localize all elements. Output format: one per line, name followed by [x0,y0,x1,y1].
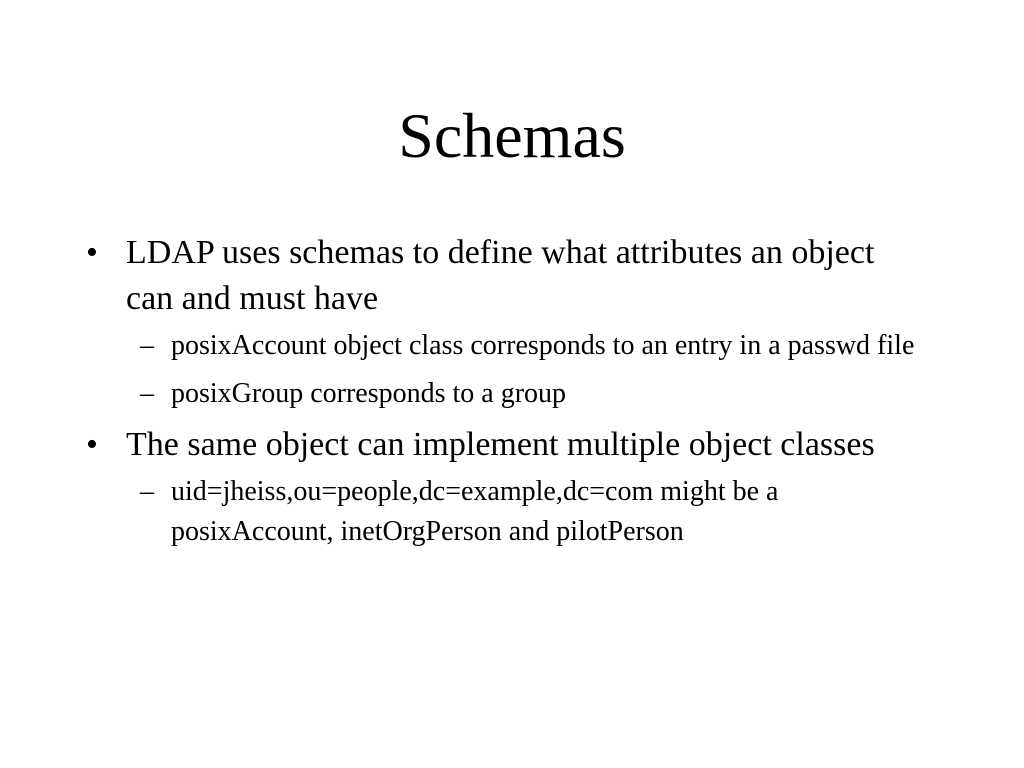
sub-bullet-marker: – [140,378,154,409]
sub-bullet-text: posixAccount object class corresponds to an entry in a passwd file [171,330,915,361]
bullet-item [0,230,916,322]
bullet-item [0,422,916,468]
sub-bullet-marker: – [140,330,154,361]
slide-title: Schemas [398,100,626,171]
sub-bullet-text: uid=jheiss,ou=people,dc=example,dc=com might be a posixAccount, inetOrgPerson and pilotPerson [171,476,779,547]
slide-body [0,230,1024,560]
sub-bullet-text: posixGroup corresponds to a group [171,378,567,409]
sub-bullet-marker: – [140,476,154,507]
sub-bullet-item [0,374,931,414]
sub-bullet-item [0,472,931,552]
sub-bullet-item [0,326,931,366]
bullet-text: The same object can implement multiple object classes [126,426,875,463]
bullet-text: LDAP uses schemas to define what attributes an object can and must have [126,234,875,317]
bullet-marker: • [86,426,98,463]
bullet-marker: • [86,234,98,271]
